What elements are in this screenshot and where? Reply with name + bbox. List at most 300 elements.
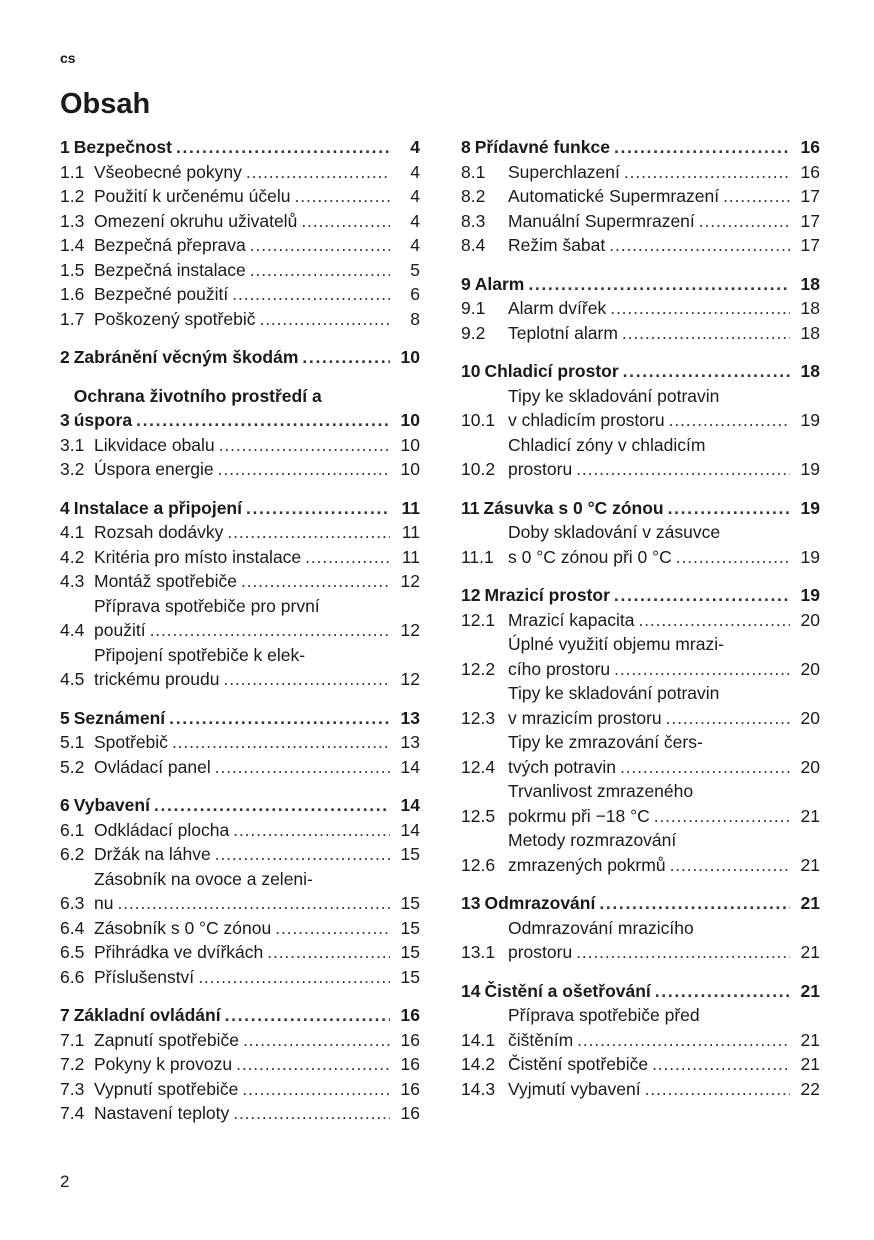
- toc-entry[interactable]: [60, 755, 420, 780]
- dot-leader: [666, 706, 790, 731]
- toc-entry-title: Nastavení teploty: [94, 1103, 230, 1123]
- toc-entry-page: 15: [400, 942, 420, 962]
- toc-entry-title-line: Připojení spotřebiče k elek-: [94, 644, 306, 665]
- dot-leader: [638, 608, 790, 633]
- dot-leader: [624, 160, 790, 185]
- dot-leader: [609, 233, 790, 258]
- toc-entry-title-line: Příprava spotřebiče před: [508, 1005, 700, 1025]
- toc-entry[interactable]: [461, 160, 820, 185]
- toc-entry-title: Seznámení: [73, 707, 166, 728]
- toc-entry-page: 15: [400, 893, 420, 913]
- toc-entry-title: Zásuvka s 0 °C zónou: [483, 497, 664, 518]
- toc-entry-title: trickému proudu: [94, 669, 220, 689]
- toc-entry-number: 4: [60, 497, 70, 518]
- toc-section-heading[interactable]: [60, 706, 420, 731]
- dot-leader: [215, 842, 390, 867]
- toc-entry-title: Chladicí prostor: [484, 361, 619, 381]
- toc-entry-title: Zapnutí spotřebiče: [94, 1029, 239, 1050]
- toc-entry-title: tvých potravin: [508, 756, 616, 777]
- toc-entry-number: 1.5: [60, 259, 85, 280]
- dot-leader: [670, 853, 790, 878]
- toc-entry-title: nu: [94, 893, 114, 913]
- toc-entry-title: úspora: [73, 410, 133, 430]
- toc-entry-page: 4: [410, 161, 420, 182]
- toc-entry-title: Alarm dvířek: [508, 298, 607, 318]
- toc-entry-page: 19: [800, 459, 820, 479]
- page-number: 2: [60, 1172, 70, 1191]
- toc-section: [461, 359, 820, 482]
- toc-entry-number: 8.1: [461, 161, 486, 182]
- dot-leader: [241, 569, 390, 594]
- toc-entry-number: 1.6: [60, 284, 85, 304]
- dot-leader: [576, 940, 790, 965]
- dot-leader: [227, 520, 390, 545]
- toc-section: [60, 384, 420, 482]
- dot-leader: [528, 272, 790, 297]
- toc-entry-page: 21: [800, 893, 820, 913]
- toc-section-heading[interactable]: [60, 345, 420, 370]
- dot-leader: [654, 804, 790, 829]
- toc-entry-page: 4: [410, 137, 420, 157]
- toc-entry-title: čištěním: [508, 1029, 574, 1050]
- toc-entry[interactable]: [60, 1077, 420, 1102]
- dot-leader: [242, 1077, 390, 1102]
- dot-leader: [723, 184, 790, 209]
- toc-entry-title: v mrazicím prostoru: [508, 707, 662, 728]
- toc-entry-number: 1.1: [60, 161, 85, 182]
- toc-entry-title: Čistění spotřebiče: [508, 1054, 649, 1074]
- dot-leader: [622, 321, 790, 346]
- toc-entry-number: 4.2: [60, 546, 85, 567]
- dot-leader: [154, 793, 390, 818]
- toc-section-heading[interactable]: [461, 359, 820, 384]
- toc-entry-page: 19: [800, 546, 820, 567]
- toc-entry-page: 12: [400, 571, 420, 591]
- toc-entry-page: 16: [400, 1005, 420, 1025]
- toc-section: [461, 891, 820, 965]
- dot-leader: [645, 1077, 790, 1102]
- toc-entry-page: 21: [800, 1054, 820, 1074]
- toc-entry-title: Zásobník s 0 °C zónou: [94, 917, 272, 938]
- toc-entry-title: Vybavení: [73, 795, 150, 815]
- toc-entry-number: 6.5: [60, 942, 85, 962]
- toc-entry-number: 8.4: [461, 235, 486, 255]
- toc-entry-number: 14.3: [461, 1078, 496, 1099]
- toc-entry-number: 1.4: [60, 235, 85, 255]
- toc-entry-page: 21: [800, 980, 820, 1001]
- toc-entry-page: 10: [400, 410, 420, 430]
- toc-entry-page: 20: [800, 756, 820, 777]
- toc-section-heading[interactable]: [60, 793, 420, 818]
- toc-section: [60, 135, 420, 331]
- toc-entry-page: 10: [400, 347, 420, 367]
- toc-entry[interactable]: [60, 545, 420, 570]
- toc-entry-number: 1: [60, 137, 70, 157]
- toc-entry[interactable]: [60, 258, 420, 283]
- toc-section: [461, 496, 820, 570]
- toc-entry[interactable]: [60, 184, 420, 209]
- dot-leader: [233, 818, 390, 843]
- toc-entry[interactable]: [60, 965, 420, 990]
- dot-leader: [223, 667, 390, 692]
- toc-entry-number: 13.1: [461, 942, 496, 962]
- dot-leader: [150, 618, 390, 643]
- toc-entry-title: prostoru: [508, 459, 573, 479]
- toc-entry-number: 8: [461, 137, 471, 157]
- toc-section-heading[interactable]: [461, 583, 820, 608]
- toc-entry[interactable]: [461, 1003, 820, 1052]
- toc-entry-number: 5: [60, 707, 70, 728]
- toc-entry[interactable]: [461, 779, 820, 828]
- toc-entry-page: 16: [400, 1103, 420, 1123]
- toc-entry-title: Ovládací panel: [94, 756, 211, 777]
- dot-leader: [219, 433, 390, 458]
- toc-section-heading[interactable]: [60, 135, 420, 160]
- toc-entry[interactable]: [60, 1101, 420, 1126]
- toc-entry-title: Bezpečná přeprava: [94, 235, 246, 255]
- toc-entry-title: Manuální Supermrazení: [508, 210, 695, 231]
- dot-leader: [655, 979, 790, 1004]
- dot-leader: [668, 496, 790, 521]
- toc-entry-page: 19: [800, 497, 820, 518]
- dot-leader: [250, 233, 390, 258]
- toc-entry-title: Bezpečná instalace: [94, 259, 246, 280]
- toc-entry-page: 15: [400, 966, 420, 987]
- toc-entry-page: 21: [800, 805, 820, 826]
- toc-section: [60, 706, 420, 780]
- toc-entry-page: 16: [800, 161, 820, 182]
- toc-entry-page: 4: [410, 235, 420, 255]
- toc-entry-title: Montáž spotřebiče: [94, 571, 237, 591]
- toc-entry[interactable]: [60, 433, 420, 458]
- toc-entry[interactable]: [60, 233, 420, 258]
- toc-entry-number: 4.3: [60, 571, 85, 591]
- toc-entry-number: 12.3: [461, 707, 496, 728]
- toc-section-heading[interactable]: [461, 496, 820, 521]
- toc-entry[interactable]: [60, 1052, 420, 1077]
- toc-entry[interactable]: [60, 160, 420, 185]
- toc-section: [461, 583, 820, 877]
- toc-entry-title-line: Tipy ke skladování potravin: [508, 683, 720, 703]
- toc-section: [461, 979, 820, 1102]
- toc-entry[interactable]: [60, 209, 420, 234]
- toc-entry-title: Všeobecné pokyny: [94, 161, 242, 182]
- toc-entry-title: Mrazicí prostor: [484, 585, 610, 605]
- toc-entry-title: Bezpečnost: [73, 137, 172, 157]
- toc-entry-page: 16: [800, 137, 820, 157]
- toc-entry-number: 12.4: [461, 756, 496, 777]
- toc-entry[interactable]: [461, 209, 820, 234]
- toc-entry-page: 8: [410, 308, 420, 329]
- toc-entry[interactable]: [461, 681, 820, 730]
- toc-entry-title-line: Příprava spotřebiče pro první: [94, 595, 320, 616]
- toc-entry-title-line: Tipy ke zmrazování čers-: [508, 732, 703, 752]
- toc-entry-title-line: Tipy ke skladování potravin: [508, 385, 720, 406]
- toc-entry-title: Odkládací plocha: [94, 819, 230, 840]
- toc-entry[interactable]: [461, 828, 820, 877]
- toc-entry-page: 19: [800, 585, 820, 605]
- toc-entry-title: Držák na láhve: [94, 844, 211, 864]
- toc-entry-title: Bezpečné použití: [94, 284, 229, 304]
- toc-entry-title: Použití k určenému účelu: [94, 186, 291, 206]
- toc-entry[interactable]: [461, 1077, 820, 1102]
- toc-entry[interactable]: [461, 1052, 820, 1077]
- toc-entry-title-line: Ochrana životního prostředí a: [73, 385, 322, 406]
- toc-entry-page: 21: [800, 942, 820, 962]
- toc-entry[interactable]: [461, 233, 820, 258]
- toc-column-left: [60, 135, 420, 1140]
- toc-entry-title: Rozsah dodávky: [94, 522, 224, 542]
- toc-entry[interactable]: [461, 296, 820, 321]
- toc-entry[interactable]: [60, 307, 420, 332]
- toc-entry-number: 1.3: [60, 210, 85, 231]
- toc-entry[interactable]: [461, 608, 820, 633]
- toc-entry-number: 3.1: [60, 434, 85, 455]
- dot-leader: [225, 1003, 390, 1028]
- dot-leader: [676, 545, 790, 570]
- toc-entry-page: 14: [400, 819, 420, 840]
- toc-entry[interactable]: [60, 569, 420, 594]
- toc-entry-page: 14: [400, 756, 420, 777]
- toc-entry-title: Přídavné funkce: [474, 137, 610, 157]
- toc-entry-title: Úspora energie: [94, 459, 214, 479]
- toc-entry-title: v chladicím prostoru: [508, 410, 665, 430]
- toc-entry-page: 12: [400, 669, 420, 689]
- toc-entry-page: 16: [400, 1054, 420, 1074]
- toc-entry[interactable]: [60, 867, 420, 916]
- dot-leader: [295, 184, 391, 209]
- toc-entry-title: Odmrazování: [484, 893, 596, 913]
- toc-entry-title: pokrmu při −18 °C: [508, 805, 650, 826]
- toc-entry-number: 10.2: [461, 459, 496, 479]
- toc-entry-page: 6: [410, 284, 420, 304]
- toc-entry-number: 12.1: [461, 609, 496, 630]
- toc-entry-page: 20: [800, 658, 820, 679]
- toc-entry-number: 10.1: [461, 410, 496, 430]
- toc-entry-number: 8.2: [461, 186, 486, 206]
- dot-leader: [267, 940, 390, 965]
- toc-entry-page: 15: [400, 917, 420, 938]
- toc-entry-page: 20: [800, 609, 820, 630]
- dot-leader: [614, 657, 790, 682]
- dot-leader: [259, 307, 390, 332]
- toc-entry-page: 18: [800, 322, 820, 343]
- toc-entry-title: Instalace a připojení: [73, 497, 242, 518]
- dot-leader: [218, 457, 390, 482]
- toc-entry[interactable]: [461, 520, 820, 569]
- toc-entry-title: Omezení okruhu uživatelů: [94, 210, 298, 231]
- dot-leader: [610, 296, 790, 321]
- toc-entry[interactable]: [60, 1028, 420, 1053]
- toc-section: [60, 793, 420, 989]
- toc-entry[interactable]: [461, 384, 820, 433]
- toc-entry[interactable]: [461, 632, 820, 681]
- toc-entry-number: 9.1: [461, 298, 486, 318]
- toc-entry-page: 10: [400, 434, 420, 455]
- dot-leader: [172, 730, 390, 755]
- toc-entry[interactable]: [60, 643, 420, 692]
- toc-entry-page: 21: [800, 854, 820, 875]
- toc-section-heading[interactable]: [60, 384, 420, 433]
- toc-entry-page: 13: [400, 732, 420, 752]
- toc-section-heading[interactable]: [461, 272, 820, 297]
- toc-entry-number: 6.3: [60, 893, 85, 913]
- toc-entry[interactable]: [60, 520, 420, 545]
- toc-entry-title-line: Trvanlivost zmrazeného: [508, 781, 694, 801]
- toc-entry-number: 4.5: [60, 669, 85, 689]
- toc-section-heading[interactable]: [60, 1003, 420, 1028]
- toc-entry-title: Superchlazení: [508, 161, 620, 182]
- toc-entry-title: Alarm: [474, 273, 525, 294]
- toc-section: [60, 345, 420, 370]
- toc-entry-page: 13: [400, 707, 420, 728]
- toc-entry-number: 4.4: [60, 620, 85, 640]
- dot-leader: [232, 282, 390, 307]
- toc-entry[interactable]: [461, 321, 820, 346]
- toc-entry-number: 13: [461, 893, 481, 913]
- toc-entry-number: 14: [461, 980, 481, 1001]
- toc-entry-title: Mrazicí kapacita: [508, 609, 635, 630]
- dot-leader: [623, 359, 790, 384]
- toc-entry[interactable]: [60, 818, 420, 843]
- toc-entry-title: Pokyny k provozu: [94, 1054, 233, 1074]
- toc-entry-title: cího prostoru: [508, 658, 611, 679]
- dot-leader: [169, 706, 390, 731]
- toc-entry-number: 6: [60, 795, 70, 815]
- page-title: Obsah: [60, 88, 151, 120]
- toc-entry-title: Přihrádka ve dvířkách: [94, 942, 264, 962]
- toc-entry-page: 12: [400, 620, 420, 640]
- dot-leader: [176, 135, 390, 160]
- toc-entry-page: 11: [401, 497, 420, 518]
- toc-entry-page: 17: [800, 210, 820, 231]
- toc-entry-number: 6.2: [60, 844, 85, 864]
- toc-entry-title: Režim šabat: [508, 235, 606, 255]
- toc-entry-number: 11: [461, 497, 480, 518]
- toc-entry-title: Spotřebič: [94, 732, 168, 752]
- toc-entry-number: 3.2: [60, 459, 85, 479]
- dot-leader: [305, 545, 390, 570]
- toc-column-right: [461, 135, 820, 1115]
- dot-leader: [246, 496, 390, 521]
- toc-entry-number: 6.1: [60, 819, 85, 840]
- toc-entry-page: 19: [800, 410, 820, 430]
- toc-entry-number: 7.1: [60, 1029, 85, 1050]
- toc-entry-title: zmrazených pokrmů: [508, 854, 666, 875]
- toc-entry-title-line: Metody rozmrazování: [508, 830, 677, 850]
- toc-entry-number: 8.3: [461, 210, 486, 231]
- toc-entry-title: Likvidace obalu: [94, 434, 215, 455]
- toc-entry-number: 5.2: [60, 756, 85, 777]
- dot-leader: [246, 160, 390, 185]
- toc-section-heading[interactable]: [461, 891, 820, 916]
- toc-entry-page: 15: [400, 844, 420, 864]
- toc-entry-title: Příslušenství: [94, 966, 195, 987]
- toc-entry-number: 7.4: [60, 1103, 85, 1123]
- dot-leader: [198, 965, 390, 990]
- toc-section: [461, 272, 820, 346]
- toc-entry-number: 2: [60, 347, 70, 367]
- toc-section-heading[interactable]: [461, 979, 820, 1004]
- toc-entry[interactable]: [461, 433, 820, 482]
- toc-entry[interactable]: [60, 916, 420, 941]
- dot-leader: [669, 408, 790, 433]
- toc-entry[interactable]: [60, 940, 420, 965]
- toc-entry[interactable]: [60, 730, 420, 755]
- toc-section-heading[interactable]: [461, 135, 820, 160]
- toc-entry-number: 6.4: [60, 917, 85, 938]
- toc-entry-number: 10: [461, 361, 481, 381]
- toc-entry-title: použití: [94, 620, 146, 640]
- toc-entry-title-line: Zásobník na ovoce a zeleni-: [94, 868, 313, 889]
- toc-entry-page: 16: [400, 1029, 420, 1050]
- toc-entry-number: 4.1: [60, 522, 85, 542]
- toc-section-heading[interactable]: [60, 496, 420, 521]
- toc-entry-number: 7.3: [60, 1078, 85, 1099]
- toc-entry-number: 14.1: [461, 1029, 496, 1050]
- toc-entry-title: Automatické Supermrazení: [508, 186, 720, 206]
- dot-leader: [620, 755, 790, 780]
- dot-leader: [301, 209, 390, 234]
- toc-entry-number: 12.2: [461, 658, 496, 679]
- toc-entry-number: 12: [461, 585, 481, 605]
- toc-entry-page: 16: [400, 1078, 420, 1099]
- toc-entry[interactable]: [60, 457, 420, 482]
- toc-entry-page: 4: [410, 186, 420, 206]
- toc-entry[interactable]: [60, 594, 420, 643]
- toc-entry-number: 7.2: [60, 1054, 85, 1074]
- toc-entry-page: 10: [400, 459, 420, 479]
- toc-entry-page: 17: [800, 186, 820, 206]
- toc-entry[interactable]: [461, 916, 820, 965]
- toc-entry-number: 6.6: [60, 966, 85, 987]
- dot-leader: [614, 583, 790, 608]
- toc-entry-title-line: Doby skladování v zásuvce: [508, 522, 721, 542]
- toc-entry-title: Zabránění věcným škodám: [73, 347, 299, 367]
- toc-entry-title: Teplotní alarm: [508, 322, 618, 343]
- dot-leader: [136, 408, 390, 433]
- dot-leader: [302, 345, 390, 370]
- toc-entry-page: 18: [800, 298, 820, 318]
- toc-entry-title: prostoru: [508, 942, 573, 962]
- toc-entry-title: Vypnutí spotřebiče: [94, 1078, 239, 1099]
- toc-entry-page: 11: [401, 546, 420, 567]
- toc-section: [461, 135, 820, 258]
- toc-entry[interactable]: [461, 184, 820, 209]
- toc-entry[interactable]: [60, 842, 420, 867]
- toc-entry-page: 20: [800, 707, 820, 728]
- toc-entry-page: 18: [800, 361, 820, 381]
- dot-leader: [699, 209, 790, 234]
- toc-entry-title-line: Úplné využití objemu mrazi-: [508, 634, 724, 654]
- toc-entry[interactable]: [461, 730, 820, 779]
- toc-entry-number: 7: [60, 1005, 70, 1025]
- toc-entry-title: Čistění a ošetřování: [484, 980, 651, 1001]
- toc-entry-title: s 0 °C zónou při 0 °C: [508, 546, 672, 567]
- toc-entry-page: 17: [800, 235, 820, 255]
- toc-entry-number: 5.1: [60, 732, 85, 752]
- toc-entry-number: 1.7: [60, 308, 85, 329]
- dot-leader: [243, 1028, 390, 1053]
- toc-entry[interactable]: [60, 282, 420, 307]
- toc-entry-page: 5: [410, 259, 420, 280]
- toc-entry-title: Vyjmutí vybavení: [508, 1078, 641, 1099]
- toc-entry-page: 4: [410, 210, 420, 231]
- toc-entry-page: 22: [800, 1078, 820, 1099]
- toc-entry-number: 12.6: [461, 854, 496, 875]
- dot-leader: [652, 1052, 790, 1077]
- toc-entry-number: 11.1: [461, 546, 494, 567]
